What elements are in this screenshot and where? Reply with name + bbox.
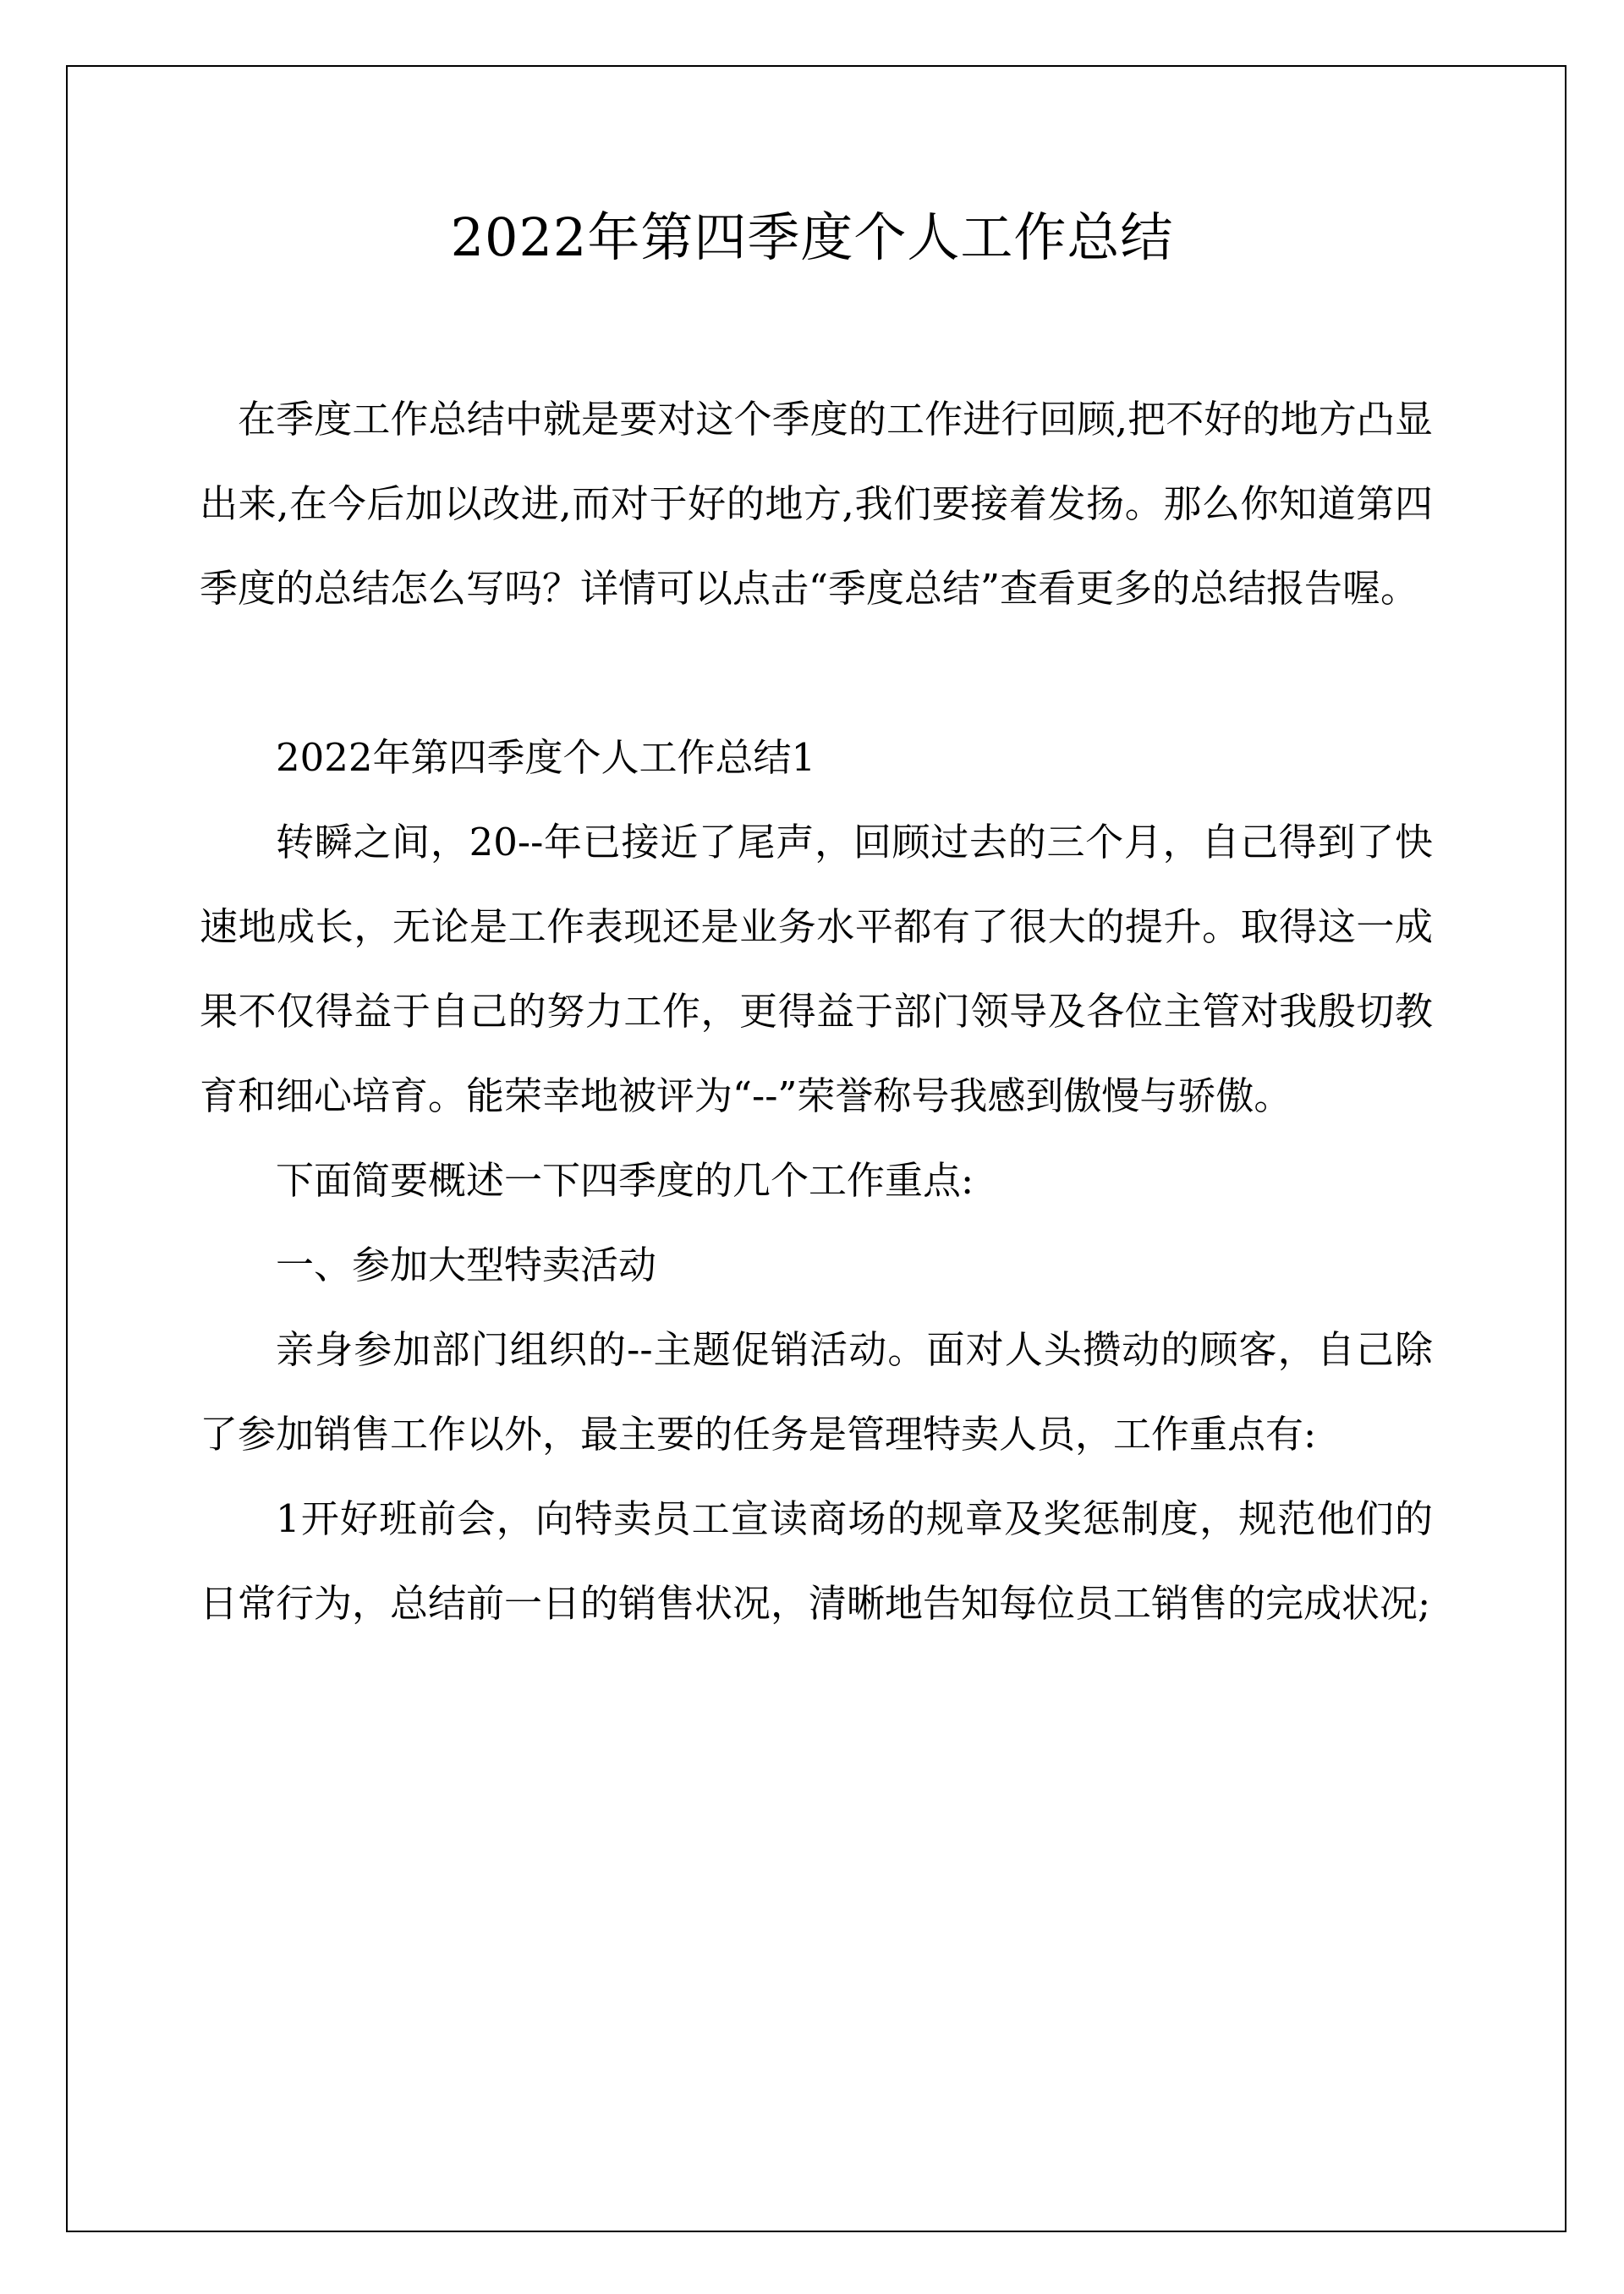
intro-paragraph: 在季度工作总结中就是要对这个季度的工作进行回顾,把不好的地方凸显出来,在今后加以改进,而对于好的地方,我们要接着发扬。那么你知道第四季度的总结怎么写吗？详情可以点击“季度总结”查看更多的总结报告喔。 <box>200 397 1433 611</box>
body-paragraph: 转瞬之间，20--年已接近了尾声，回顾过去的三个月，自己得到了快速地成长，无论是工作表现还是业务水平都有了很大的提升。取得这一成果不仅得益于自己的努力工作，更得益于部门领导及各位主管对我殷切教育和细心培育。能荣幸地被评为“--”荣誉称号我感到傲慢与骄傲。 <box>200 820 1433 1118</box>
body-paragraph: 亲身参加部门组织的--主题促销活动。面对人头攒动的顾客，自己除了参加销售工作以外，最主要的任务是管理特卖人员，工作重点有: <box>200 1327 1433 1457</box>
body-paragraph: 1开好班前会，向特卖员工宣读商场的规章及奖惩制度，规范他们的日常行为，总结前一日的销售状况，清晰地告知每位员工销售的完成状况; <box>200 1496 1433 1626</box>
body-paragraph: 下面简要概述一下四季度的几个工作重点: <box>276 1158 974 1203</box>
document-body <box>200 377 1433 1646</box>
section-heading: 2022年第四季度个人工作总结1 <box>276 735 816 780</box>
section-spacer <box>200 631 1433 716</box>
subheading: 一、参加大型特卖活动 <box>276 1243 657 1287</box>
document-title: 2022年第四季度个人工作总结 <box>450 206 1174 268</box>
